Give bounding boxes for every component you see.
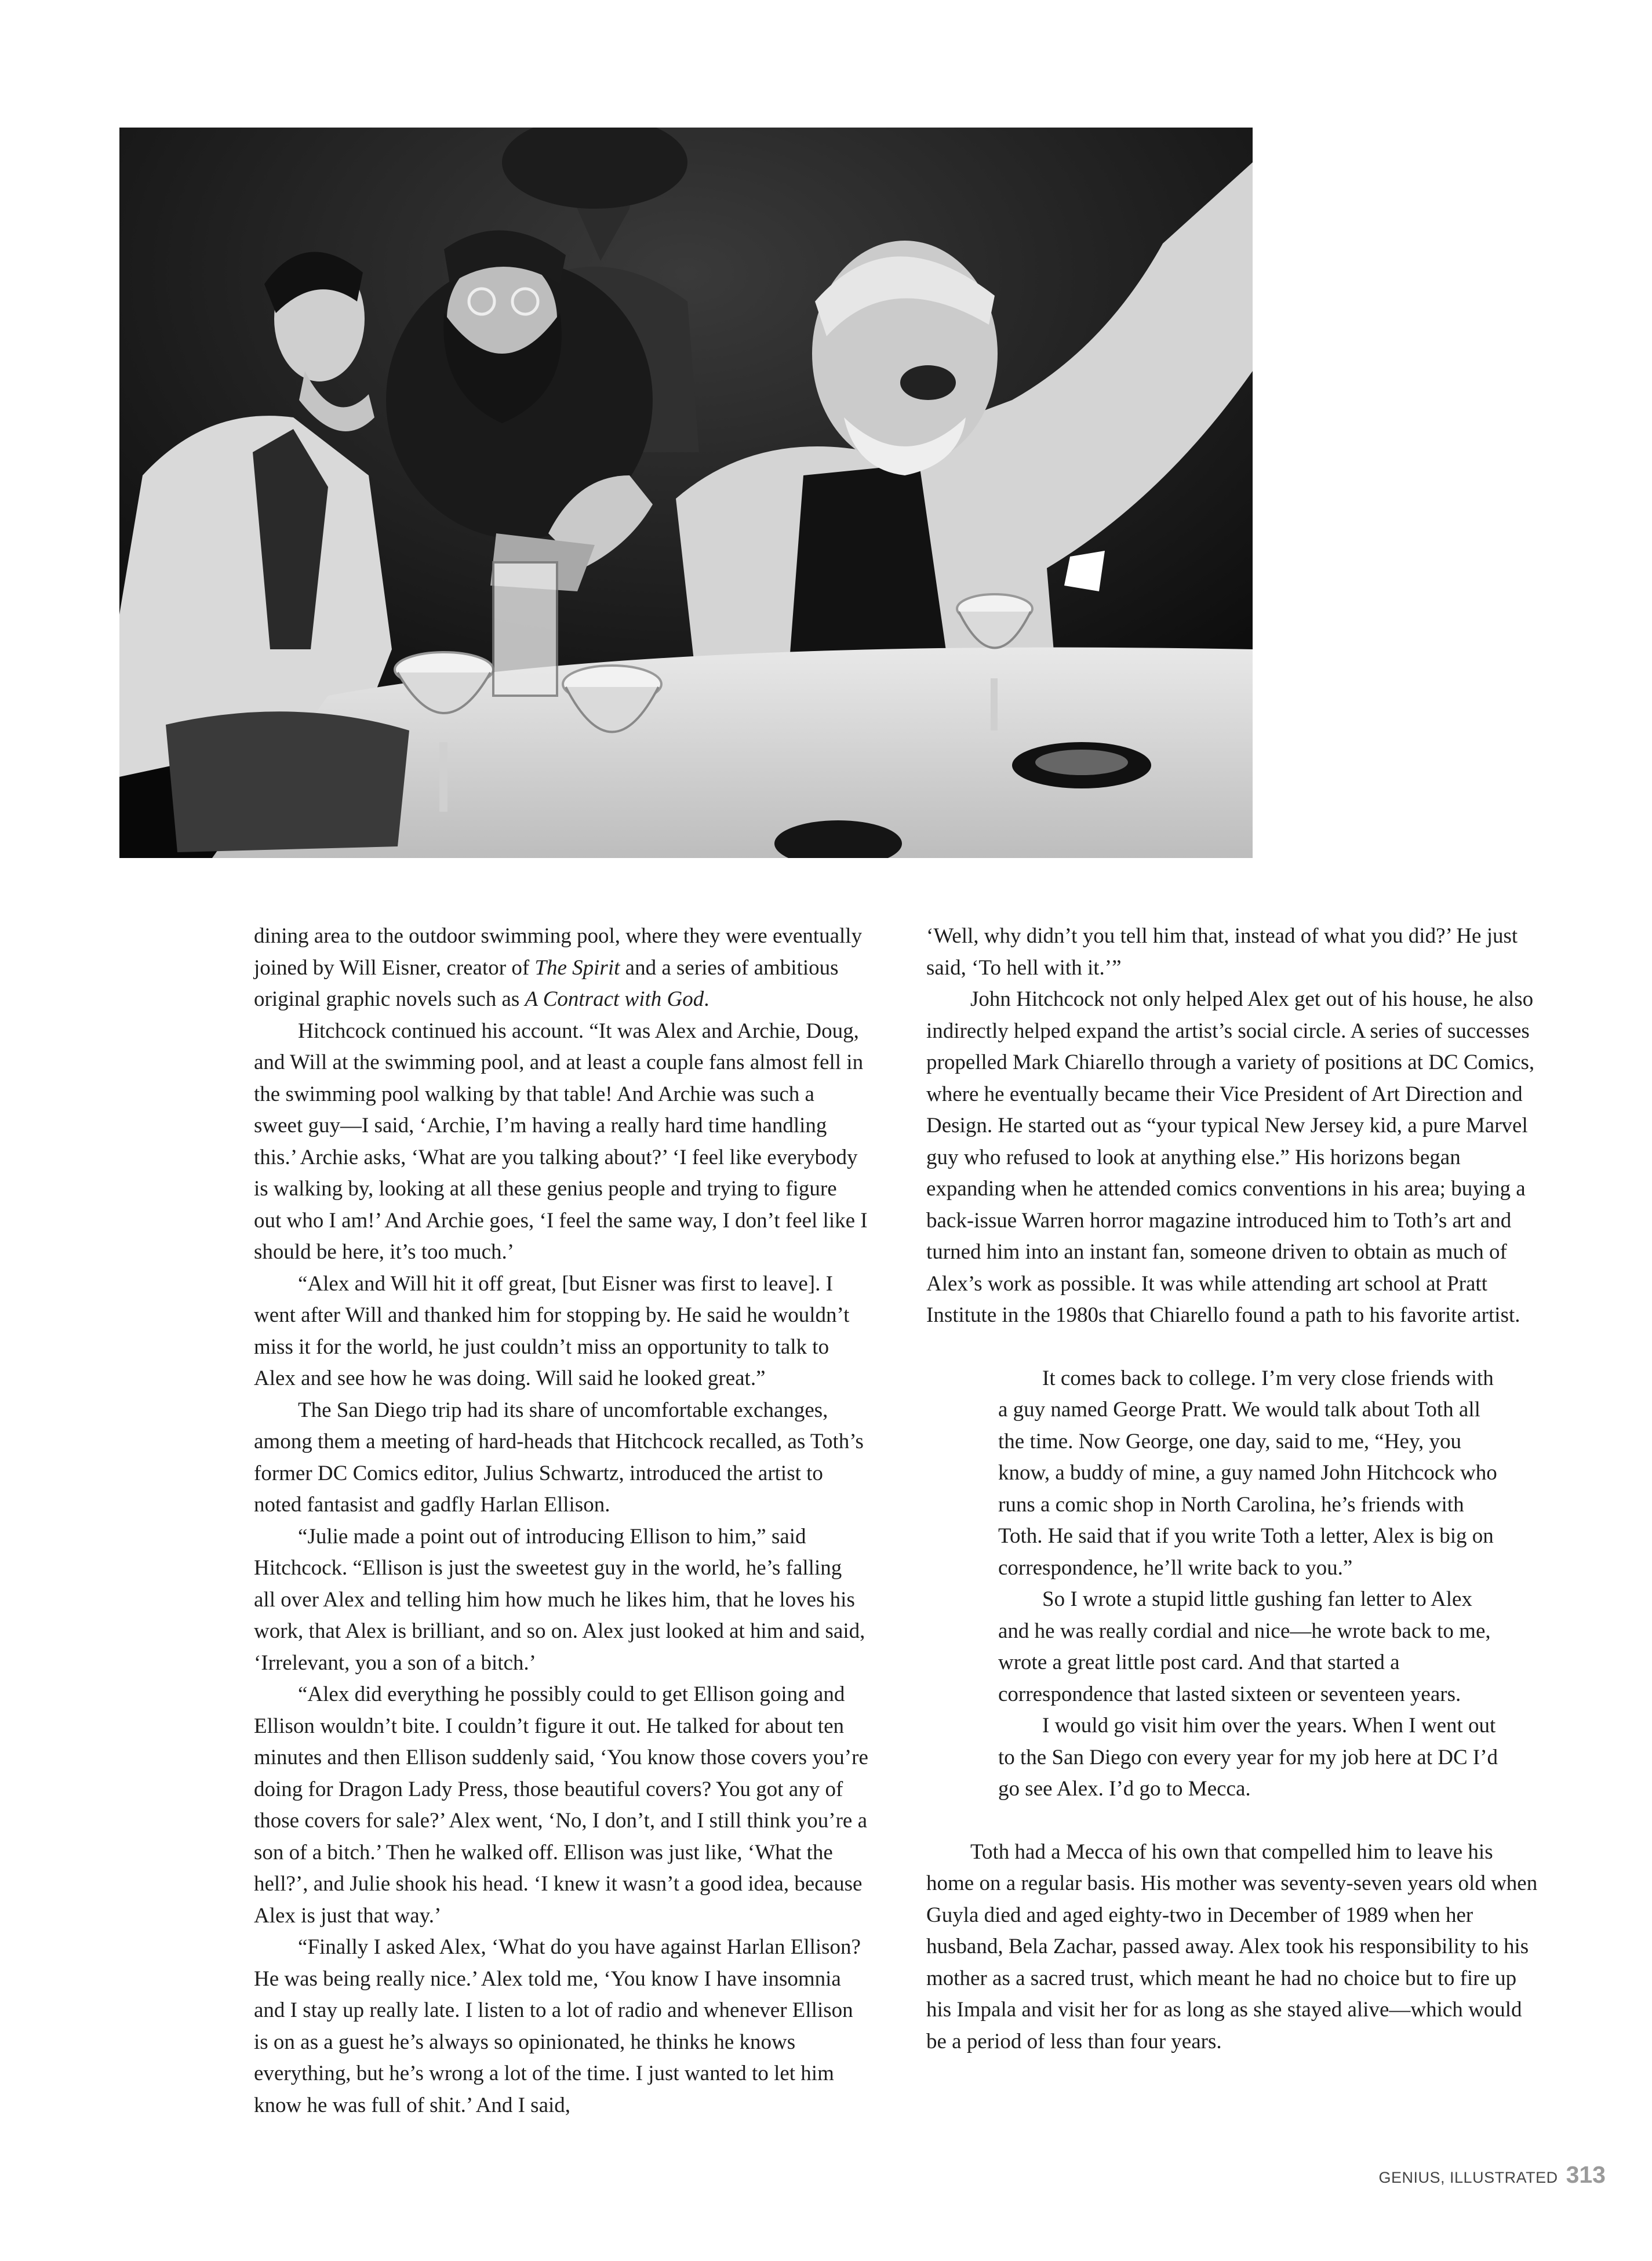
left-text-column [254, 921, 868, 2121]
photograph [119, 128, 1253, 858]
paragraph: ‘Well, why didn’t you tell him that, instead of what you did?’ He just said, ‘To hell with it.’” [926, 924, 1518, 980]
quote-paragraph: I would go visit him over the years. When I went out to the San Diego con every year for my job here at DC I’d go see Alex. I’d go to Mecca. [998, 1714, 1498, 1801]
paragraph: Toth had a Mecca of his own that compelled him to leave his home on a regular basis. His mother was seventy-seven years old when Guyla died and aged eighty-two in December of 1989 when her husband, Bela Zachar, passed away. Alex took his responsibility to his mother as a sacred trust, which meant he had no choice but to fire up his Impala and visit her for as long as she stayed alive—which would be a period of less than four years. [926, 1840, 1538, 2053]
paragraph: The San Diego trip had its share of uncomfortable exchanges, among them a meeting of hard-heads that Hitchcock recalled, as Toth’s former DC Comics editor, Julius Schwartz, introduced the artist to noted fantasist and gadfly Harlan Ellison. [254, 1398, 864, 1517]
block-quote [998, 1363, 1508, 1805]
photograph-icon [119, 128, 1253, 858]
paragraph: dining area to the outdoor swimming pool, where they were eventually joined by Will Eisner, creator of The Spirit and a series of ambitious original graphic novels such as A Contract with God. [254, 924, 863, 1011]
page-number: 313 [1566, 2161, 1606, 2188]
right-text-column [926, 921, 1541, 2058]
paragraph: “Finally I asked Alex, ‘What do you have against Harlan Ellison? He was being really nice.’ Alex told me, ‘You know I have insomnia and I stay up really late. I listen to a lot of radio and whenever Ellison is on as a guest he’s always so opinionated, he thinks he knows everything, but he’s wrong a lot of the time. I just wanted to let him know he was full of shit.’ And I said, [254, 1935, 861, 2117]
paragraph: “Julie made a point out of introducing Ellison to him,” said Hitchcock. “Ellison is just the sweetest guy in the world, he’s falling all over Alex and telling him how much he likes him, that he loves his work, that Alex is brilliant, and so on. Alex just looked at him and said, ‘Irrelevant, you a son of a bitch.’ [254, 1524, 865, 1675]
paragraph: “Alex did everything he possibly could to get Ellison going and Ellison wouldn’t bite. I couldn’t figure it out. He talked for about ten minutes and then Ellison suddenly said, ‘You know those covers you’re doing for Dragon Lady Press, those beautiful covers? You got any of those covers for sale?’ Alex went, ‘No, I don’t, and I still think you’re a son of a bitch.’ Then he walked off. Ellison was just like, ‘What the hell?’, and Julie shook his head. ‘I knew it wasn’t a good idea, because Alex is just that way.’ [254, 1682, 868, 1928]
paragraph: “Alex and Will hit it off great, [but Eisner was first to leave]. I went after Will and thanked him for stopping by. He said he wouldn’t miss it for the world, he just couldn’t miss an opportunity to talk to Alex and see how he was doing. Will said he looked great.” [254, 1271, 850, 1390]
quote-paragraph: So I wrote a stupid little gushing fan letter to Alex and he was really cordial and nice—he wrote back to me, wrote a great little post card. And that started a correspondence that lasted sixteen or seventeen years. [998, 1587, 1491, 1706]
page-footer [1379, 2161, 1606, 2189]
paragraph: Hitchcock continued his account. “It was Alex and Archie, Doug, and Will at the swimming pool, and at least a couple fans almost fell in the swimming pool walking by that table! And Archie was such a sweet guy—I said, ‘Archie, I’m having a really hard time handling this.’ Archie asks, ‘What are you talking about?’ ‘I feel like everybody is walking by, looking at all these genius people and trying to figure out who I am!’ And Archie goes, ‘I feel the same way, I don’t feel like I should be here, it’s too much.’ [254, 1019, 868, 1264]
paragraph: John Hitchcock not only helped Alex get out of his house, he also indirectly helped expand the artist’s social circle. A series of successes propelled Mark Chiarello through a variety of positions at DC Comics, where he eventually became their Vice President of Art Direction and Design. He started out as “your typical New Jersey kid, a pure Marvel guy who refused to look at anything else.” His horizons began expanding when he attended comics conventions in his area; buying a back-issue Warren horror magazine introduced him to Toth’s art and turned him into an instant fan, someone driven to obtain as much of Alex’s work as possible. It was while attending art school at Pratt Institute in the 1980s that Chiarello found a path to his favorite artist. [926, 987, 1535, 1327]
running-title: GENIUS, ILLUSTRATED [1378, 2169, 1558, 2186]
quote-paragraph: It comes back to college. I’m very close friends with a guy named George Pratt. We would talk about Toth all the time. Now George, one day, said to me, “Hey, you know, a buddy of mine, a guy named John Hitchcock who runs a comic shop in North Carolina, he’s friends with Toth. He said that if you write Toth a letter, Alex is big on correspondence, he’ll write back to you.” [998, 1366, 1497, 1580]
